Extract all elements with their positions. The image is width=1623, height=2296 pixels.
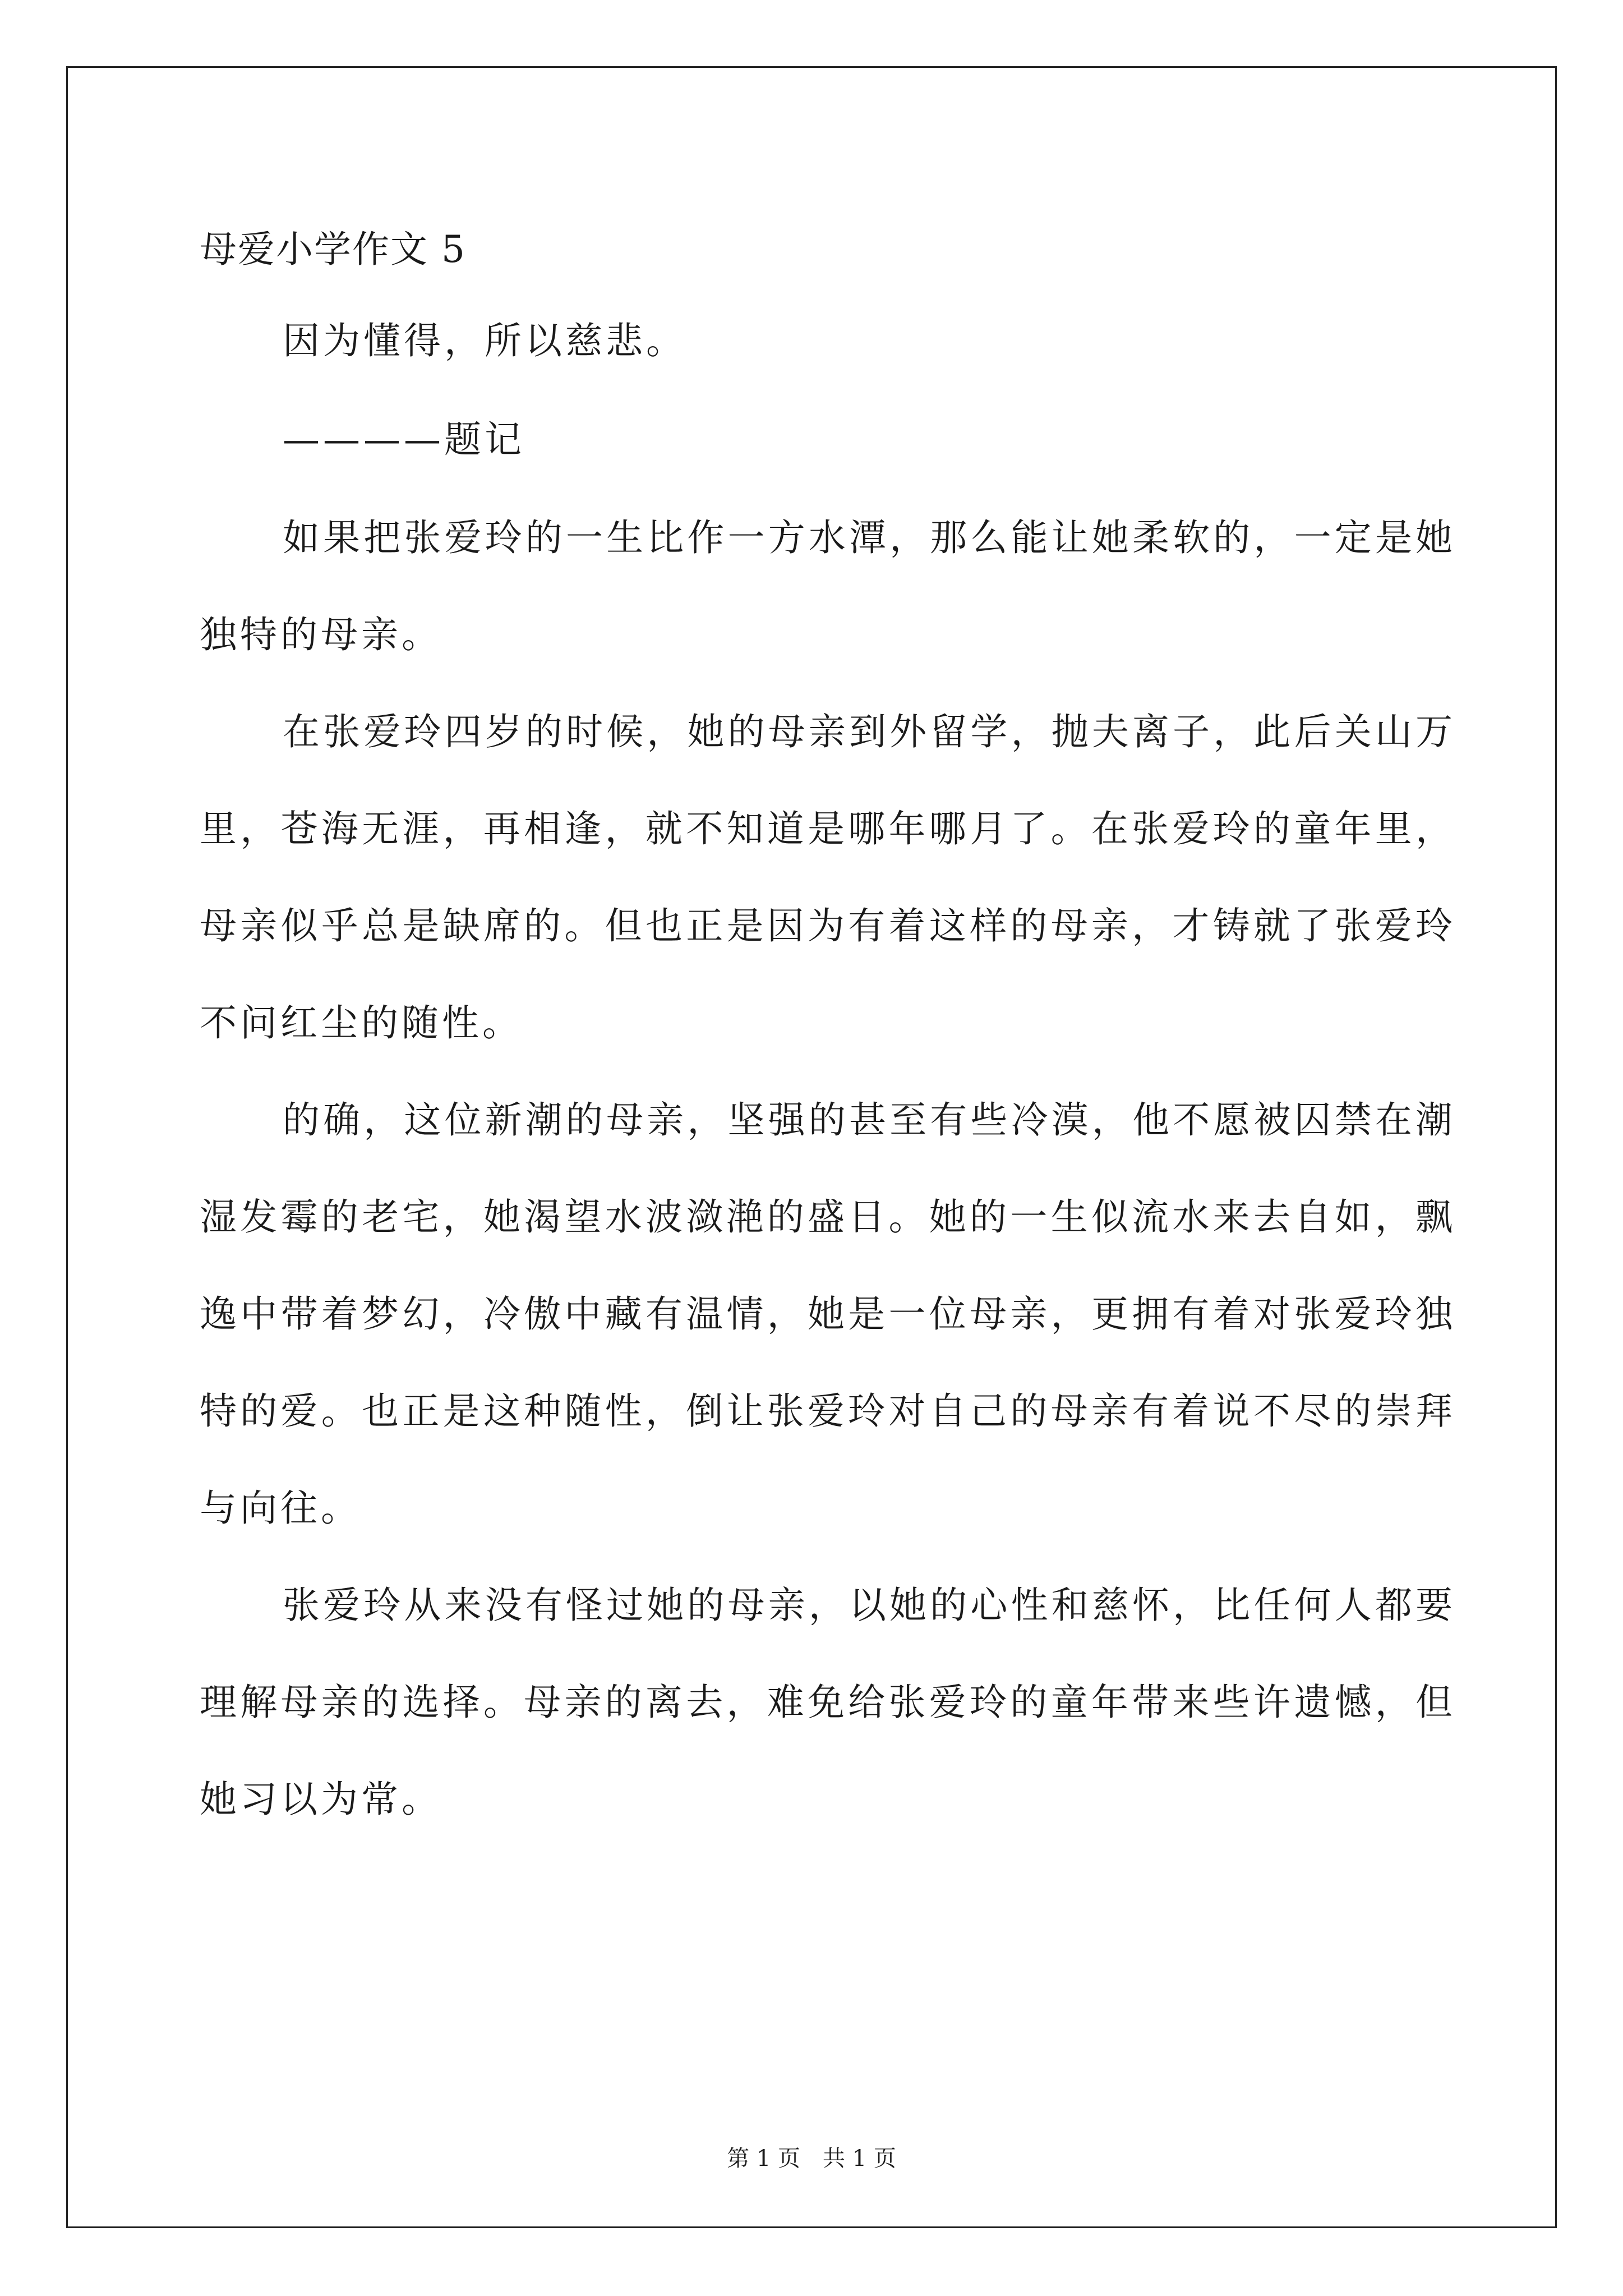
paragraph-epigraph: 因为懂得，所以慈悲。: [283, 319, 686, 362]
paragraph: 的确，这位新潮的母亲，坚强的甚至有些冷漠，他不愿被囚禁在潮湿发霉的老宅，她渴望水波潋滟的盛日。她的一生似流水来去自如，飘逸中带着梦幻，冷傲中藏有温情，她是一位母亲，更拥有着对张爱玲独特的爱。也正是这种随性，倒让张爱玲对自己的母亲有着说不尽的崇拜与向往。: [200, 1098, 1456, 1530]
paragraph: 如果把张爱玲的一生比作一方水潭，那么能让她柔软的，一定是她独特的母亲。: [200, 516, 1456, 656]
document-title: 母爱小学作文 5: [200, 228, 466, 271]
paragraph: 张爱玲从来没有怪过她的母亲，以她的心性和慈怀，比任何人都要理解母亲的选择。母亲的离去，难免给张爱玲的童年带来些许遗憾，但她习以为常。: [200, 1584, 1456, 1821]
paragraph: 在张爱玲四岁的时候，她的母亲到外留学，抛夫离子，此后关山万里，苍海无涯，再相逢，就不知道是哪年哪月了。在张爱玲的童年里，母亲似乎总是缺席的。但也正是因为有着这样的母亲，才铸就了张爱玲不问红尘的随性。: [200, 710, 1456, 1045]
paragraph-epigraph-attribution: ————题记: [283, 418, 525, 461]
page-footer: 第 1 页 共 1 页: [727, 2146, 896, 2171]
document-body: [200, 208, 1456, 1848]
